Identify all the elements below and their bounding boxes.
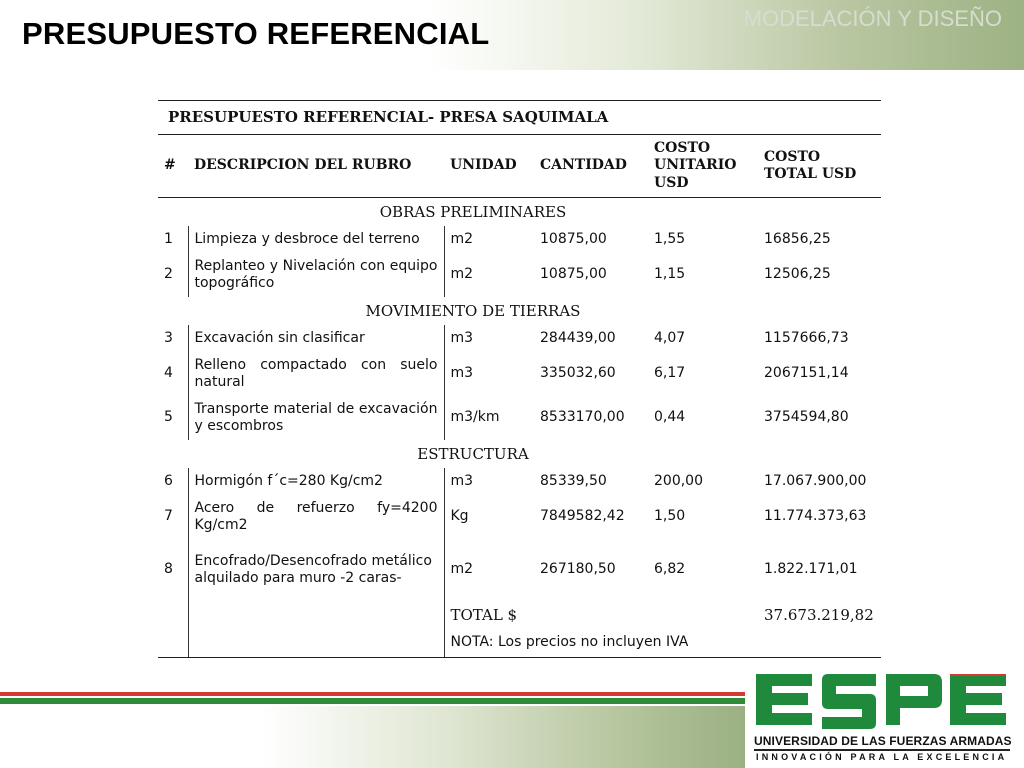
row-num: 1 bbox=[164, 230, 173, 247]
logo-motto: INNOVACIÓN PARA LA EXCELENCIA bbox=[756, 752, 1008, 762]
row-description: Hormigón f´c=280 Kg/cm2 bbox=[188, 468, 444, 495]
table-row bbox=[158, 325, 881, 352]
table-title: PRESUPUESTO REFERENCIAL- PRESA SAQUIMALA bbox=[158, 101, 881, 135]
row-num: 4 bbox=[164, 365, 173, 382]
logo-divider bbox=[754, 749, 1010, 751]
logo-subtitle: UNIVERSIDAD DE LAS FUERZAS ARMADAS bbox=[754, 734, 1012, 748]
table-row bbox=[158, 253, 881, 297]
table-row bbox=[158, 495, 881, 539]
row-unit: m2 bbox=[450, 230, 474, 247]
row-num: 6 bbox=[164, 472, 173, 489]
section-row bbox=[158, 297, 881, 325]
header-total-cost: COSTO TOTAL USD bbox=[758, 135, 881, 198]
table-row bbox=[158, 539, 881, 601]
row-description: Replanteo y Nivelación con equipo topográfico bbox=[188, 253, 444, 297]
header-quantity: CANTIDAD bbox=[534, 135, 648, 198]
footer-gradient bbox=[0, 706, 745, 768]
row-num: 5 bbox=[164, 409, 173, 426]
row-unit: m3 bbox=[450, 472, 474, 489]
row-total-cost: 17.067.900,00 bbox=[764, 472, 867, 489]
row-unit-cost: 6,82 bbox=[654, 561, 686, 578]
row-total-cost: 1.822.171,01 bbox=[764, 561, 858, 578]
row-description: Transporte material de excavación y escombros bbox=[188, 396, 444, 440]
row-unit: m2 bbox=[450, 266, 474, 283]
section-title: MOVIMIENTO DE TIERRAS bbox=[365, 301, 581, 320]
total-row bbox=[158, 601, 881, 629]
row-total-cost: 1157666,73 bbox=[764, 329, 849, 346]
row-total-cost: 12506,25 bbox=[764, 266, 831, 283]
row-quantity: 85339,50 bbox=[540, 472, 607, 489]
table-row bbox=[158, 396, 881, 440]
table-header-row bbox=[158, 135, 881, 198]
row-unit-cost: 200,00 bbox=[654, 472, 703, 489]
row-description: Acero de refuerzo fy=4200 Kg/cm2 bbox=[188, 495, 444, 539]
row-total-cost: 16856,25 bbox=[764, 230, 831, 247]
row-quantity: 8533170,00 bbox=[540, 409, 625, 426]
row-unit: Kg bbox=[450, 508, 469, 525]
row-quantity: 284439,00 bbox=[540, 329, 616, 346]
row-total-cost: 2067151,14 bbox=[764, 365, 849, 382]
row-description: Excavación sin clasificar bbox=[188, 325, 444, 352]
header-unit-cost: COSTO UNITARIO USD bbox=[648, 135, 758, 198]
espe-logo bbox=[750, 668, 1014, 768]
row-num: 7 bbox=[164, 508, 173, 525]
row-quantity: 10875,00 bbox=[540, 266, 607, 283]
row-quantity: 267180,50 bbox=[540, 561, 616, 578]
row-num: 8 bbox=[164, 561, 173, 578]
header-num: # bbox=[158, 135, 188, 198]
table-row bbox=[158, 226, 881, 253]
section-tag: MODELACIÓN Y DISEÑO bbox=[743, 6, 1002, 31]
row-quantity: 335032,60 bbox=[540, 365, 616, 382]
row-unit-cost: 4,07 bbox=[654, 329, 686, 346]
row-unit: m3 bbox=[450, 365, 474, 382]
table-title-row bbox=[158, 101, 881, 135]
row-total-cost: 3754594,80 bbox=[764, 409, 849, 426]
row-unit-cost: 6,17 bbox=[654, 365, 686, 382]
green-stripe bbox=[0, 698, 745, 704]
row-unit-cost: 1,15 bbox=[654, 266, 686, 283]
note-text: NOTA: Los precios no incluyen IVA bbox=[444, 629, 881, 658]
total-label: TOTAL $ bbox=[444, 601, 758, 629]
header-unit: UNIDAD bbox=[444, 135, 534, 198]
budget-table bbox=[158, 100, 881, 658]
section-title: OBRAS PRELIMINARES bbox=[379, 202, 567, 221]
total-value: 37.673.219,82 bbox=[764, 605, 874, 624]
section-row bbox=[158, 440, 881, 468]
section-row bbox=[158, 198, 881, 227]
note-row bbox=[158, 629, 881, 658]
row-description: Relleno compactado con suelo natural bbox=[188, 352, 444, 396]
row-num: 2 bbox=[164, 266, 173, 283]
row-unit: m3/km bbox=[450, 409, 500, 426]
row-description: Limpieza y desbroce del terreno bbox=[188, 226, 444, 253]
footer-stripes bbox=[0, 690, 745, 708]
row-num: 3 bbox=[164, 329, 173, 346]
section-title: ESTRUCTURA bbox=[417, 444, 529, 463]
espe-wordmark bbox=[752, 668, 1010, 732]
table-row bbox=[158, 468, 881, 495]
page-title: PRESUPUESTO REFERENCIAL bbox=[22, 16, 490, 51]
row-quantity: 10875,00 bbox=[540, 230, 607, 247]
row-unit: m3 bbox=[450, 329, 474, 346]
header-description: DESCRIPCION DEL RUBRO bbox=[188, 135, 444, 198]
row-unit-cost: 0,44 bbox=[654, 409, 686, 426]
row-quantity: 7849582,42 bbox=[540, 508, 625, 525]
row-unit: m2 bbox=[450, 561, 474, 578]
row-unit-cost: 1,50 bbox=[654, 508, 686, 525]
row-unit-cost: 1,55 bbox=[654, 230, 686, 247]
table-row bbox=[158, 352, 881, 396]
row-total-cost: 11.774.373,63 bbox=[764, 508, 867, 525]
row-description: Encofrado/Desencofrado metálico alquilado para muro -2 caras- bbox=[188, 539, 444, 601]
